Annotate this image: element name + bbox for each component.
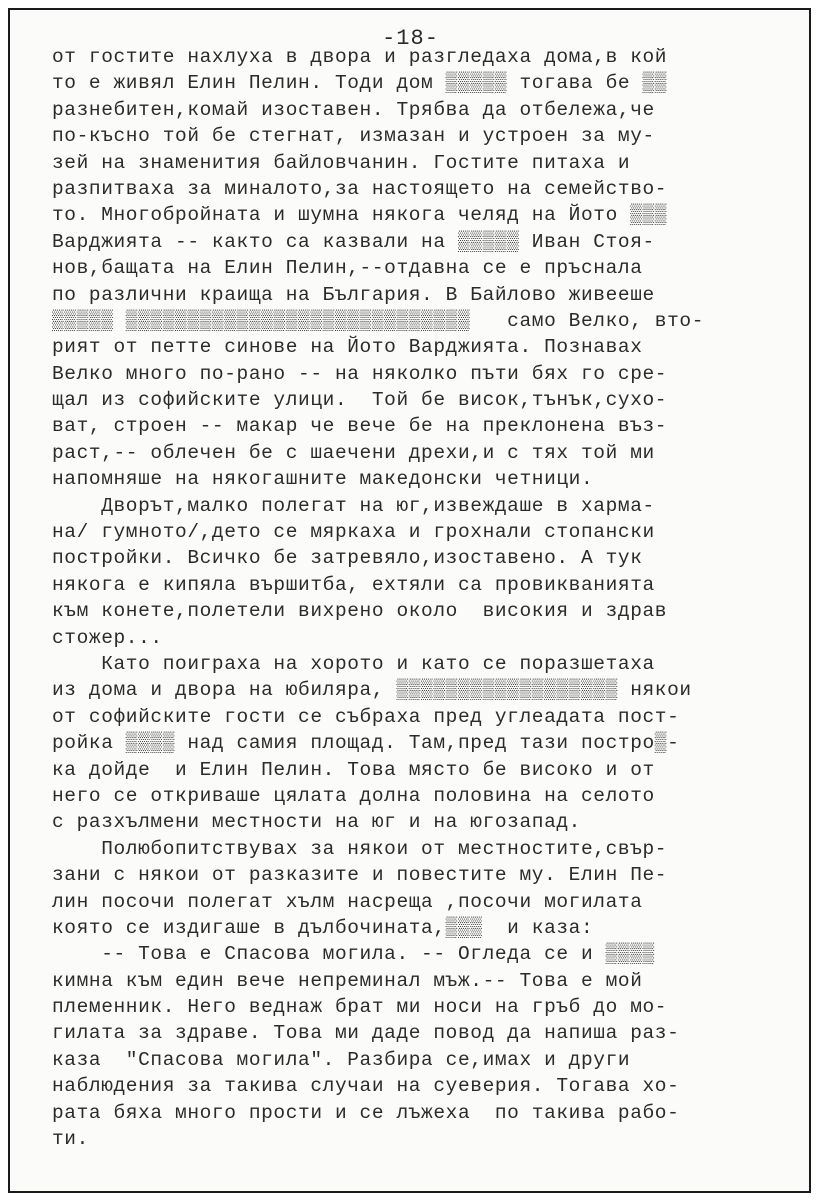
text-line: раст,-- облечен бе с шаечени дрехи,и с тях той ми xyxy=(52,441,655,464)
text-line: Велко много по-рано -- на няколко пъти бях го сре- xyxy=(52,362,668,385)
text-line: от софийските гости се събраха пред углеадата пост- xyxy=(52,705,680,728)
text-line: Като поиграха на хорото и като се поразшетаха xyxy=(52,652,655,675)
text-line: към конете,полетели вихрено около високия и здрав xyxy=(52,600,668,623)
text-line: гилата за здраве. Това ми даде повод да напиша раз- xyxy=(52,1022,680,1045)
text-line: зани с някои от разказите и повестите му. Елин Пе- xyxy=(52,864,668,887)
text-line: нов,бащата на Елин Пелин,--отдавна се е пръснала xyxy=(52,257,643,280)
typewritten-body xyxy=(52,44,812,1152)
text-line: Дворът,малко полегат на юг,извеждаше в харма- xyxy=(52,494,655,517)
text-line: Полюбопитствувах за някои от местностите,свър- xyxy=(52,837,668,860)
text-line: из дома и двора на юбиляра, ▒▒▒▒▒▒▒▒▒▒▒▒▒▒▒▒▒▒ някои xyxy=(52,679,692,702)
text-line: -- Това е Спасова могила. -- Огледа се и ▒▒▒▒ xyxy=(52,943,655,966)
text-line: напомняше на някогашните македонски четници. xyxy=(52,468,594,491)
text-line: то е живял Елин Пелин. Тоди дом ▒▒▒▒▒ тогава бе ▒▒ xyxy=(52,72,668,95)
text-line: племенник. Него веднаж брат ми носи на гръб до мо- xyxy=(52,996,668,1019)
text-line: която се издигаше в дълбочината,▒▒▒ и каза: xyxy=(52,916,594,939)
text-line: лин посочи полегат хълм насреща ,посочи могилата xyxy=(52,890,643,913)
text-line: по различни краища на България. В Байлово живееше xyxy=(52,283,655,306)
text-line: с разхълмени местности на юг и на югозапад. xyxy=(52,811,581,834)
text-line: стожер... xyxy=(52,626,163,649)
text-line: него се откриваше цялата долна половина на селото xyxy=(52,784,655,807)
text-line: зей на знаменития байловчанин. Гостите питаха и xyxy=(52,151,631,174)
text-line: ройка ▒▒▒▒ над самия площад. Там,пред тази постро▒- xyxy=(52,732,680,755)
text-line: ват, строен -- макар че вече бе на преклонена въз- xyxy=(52,415,668,438)
text-line: наблюдения за такива случаи на суеверия. Тогава хо- xyxy=(52,1075,680,1098)
text-line: някога е кипяла вършитба, ехтяли са провикванията xyxy=(52,573,655,596)
text-line: ти. xyxy=(52,1128,89,1151)
text-line: кимна към един вече непреминал мъж.-- Това е мой xyxy=(52,969,643,992)
text-line: щал из софийските улици. Той бе висок,тънък,сухо- xyxy=(52,389,668,412)
text-line: от гостите нахлуха в двора и разгледаха дома,в кой xyxy=(52,46,668,68)
text-line: то. Многобройната и шумна някога челяд на Йото ▒▒▒ xyxy=(52,204,668,227)
text-line: по-късно той бе стегнат, измазан и устроен за му- xyxy=(52,125,655,148)
text-line: на/ гумното/,дето се мяркаха и грохнали стопански xyxy=(52,521,655,544)
text-line: Варджията -- както са казвали на ▒▒▒▒▒ Иван Стоя- xyxy=(52,230,655,253)
text-line: разпитваха за миналото,за настоящето на семейство- xyxy=(52,177,668,200)
text-line: рата бяха много прости и се лъжеха по такива рабо- xyxy=(52,1101,680,1124)
text-line: ▒▒▒▒▒ ▒▒▒▒▒▒▒▒▒▒▒▒▒▒▒▒▒▒▒▒▒▒▒▒▒▒▒▒ само Велко, вто- xyxy=(52,309,705,332)
page-number: -18- xyxy=(382,26,439,51)
text-line: постройки. Всичко бе затревяло,изоставено. А тук xyxy=(52,547,643,570)
text-line: каза "Спасова могила". Разбира се,имах и други xyxy=(52,1048,631,1071)
text-line: ка дойде и Елин Пелин. Това място бе високо и от xyxy=(52,758,655,781)
text-line: рият от петте синове на Йото Варджията. Познавах xyxy=(52,336,643,359)
text-line: разнебитен,комай изоставен. Трябва да отбележа,че xyxy=(52,98,655,121)
